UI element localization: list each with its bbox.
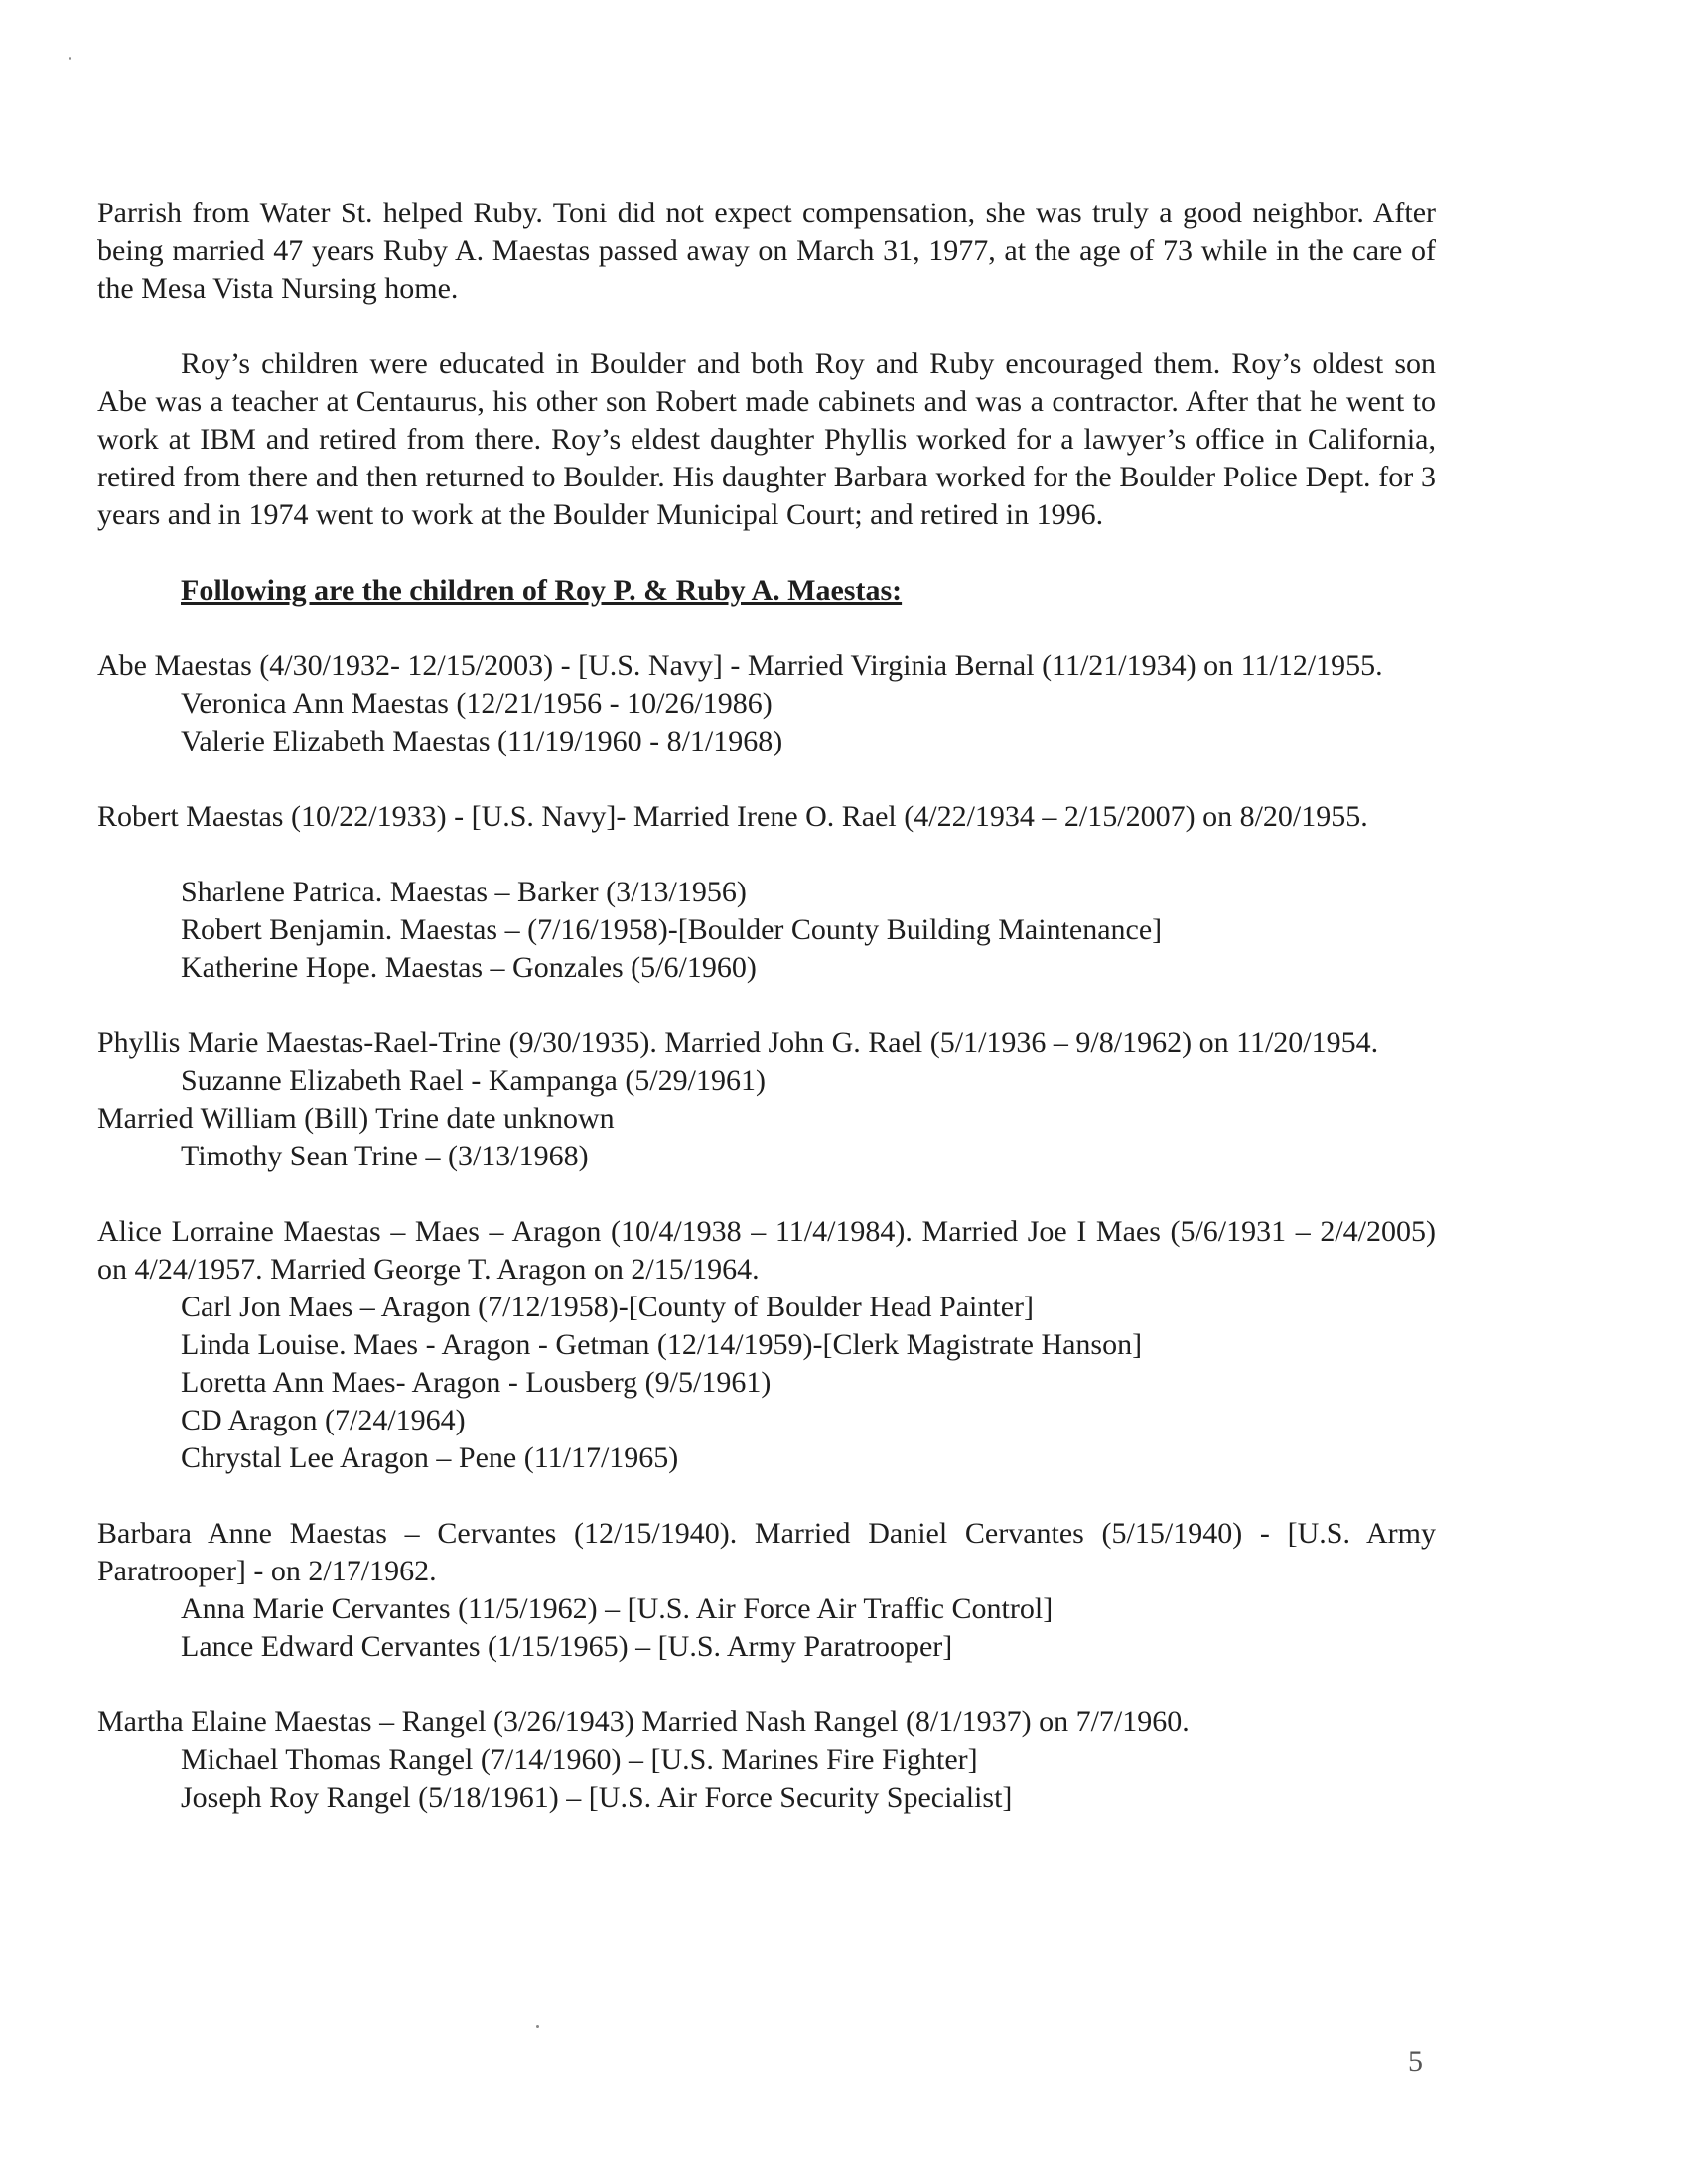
family-child: Lance Edward Cervantes (1/15/1965) – [U.S. Army Paratrooper] bbox=[181, 1630, 953, 1663]
scan-speck bbox=[536, 2025, 539, 2028]
family-child: Robert Benjamin. Maestas – (7/16/1958)-[Boulder County Building Maintenance] bbox=[181, 913, 1163, 946]
family-child: Carl Jon Maes – Aragon (7/12/1958)-[County of Boulder Head Painter] bbox=[181, 1291, 1034, 1323]
family-child: Valerie Elizabeth Maestas (11/19/1960 - 8/1/1968) bbox=[181, 725, 783, 757]
intro-paragraph-1: Parrish from Water St. helped Ruby. Toni did not expect compensation, she was truly a good neighbor. After being married 47 years Ruby A. Maestas passed away on March 31, 1977, at the age of 73 while in the care of the Mesa Vista Nursing home. bbox=[97, 197, 1436, 305]
scan-speck bbox=[69, 57, 71, 60]
family-child: Joseph Roy Rangel (5/18/1961) – [U.S. Air Force Security Specialist] bbox=[181, 1781, 1013, 1814]
family-child: Timothy Sean Trine – (3/13/1968) bbox=[181, 1140, 589, 1172]
family-child: Katherine Hope. Maestas – Gonzales (5/6/1960) bbox=[181, 951, 757, 984]
page-number: 5 bbox=[1408, 2045, 1423, 2078]
family-child: Sharlene Patrica. Maestas – Barker (3/13/1956) bbox=[181, 876, 747, 908]
family-entry bbox=[97, 1024, 1436, 1175]
family-child: Linda Louise. Maes - Aragon - Getman (12/14/1959)-[Clerk Magistrate Hanson] bbox=[181, 1328, 1143, 1361]
family-entry bbox=[97, 647, 1436, 760]
family-parent: Robert Maestas (10/22/1933) - [U.S. Navy]- Married Irene O. Rael (4/22/1934 – 2/15/2007) on 8/20/1955. bbox=[97, 800, 1368, 833]
family-parent: Abe Maestas (4/30/1932- 12/15/2003) - [U.S. Navy] - Married Virginia Bernal (11/21/1934) on 11/12/1955. bbox=[97, 649, 1383, 682]
family-child: Suzanne Elizabeth Rael - Kampanga (5/29/1961) bbox=[181, 1064, 766, 1097]
family-child: Veronica Ann Maestas (12/21/1956 - 10/26/1986) bbox=[181, 687, 773, 720]
family-child: CD Aragon (7/24/1964) bbox=[181, 1404, 466, 1436]
family-child: Anna Marie Cervantes (11/5/1962) – [U.S. Air Force Air Traffic Control] bbox=[181, 1592, 1054, 1625]
family-entry bbox=[97, 1515, 1436, 1666]
family-parent: Alice Lorraine Maestas – Maes – Aragon (10/4/1938 – 11/4/1984). Married Joe I Maes (5/6/1931 – 2/4/2005) on 4/24/1957. Married George T. Aragon on 2/15/1964. bbox=[97, 1215, 1436, 1286]
family-entry bbox=[97, 1704, 1436, 1817]
family-entry bbox=[97, 1213, 1436, 1477]
family-child: Michael Thomas Rangel (7/14/1960) – [U.S. Marines Fire Fighter] bbox=[181, 1743, 978, 1776]
family-parent: Martha Elaine Maestas – Rangel (3/26/1943) Married Nash Rangel (8/1/1937) on 7/7/1960. bbox=[97, 1706, 1190, 1738]
family-entry bbox=[97, 798, 1436, 987]
children-heading: Following are the children of Roy P. & Ruby A. Maestas: bbox=[181, 574, 903, 607]
second-marriage: Married William (Bill) Trine date unknown bbox=[97, 1102, 615, 1135]
family-parent: Phyllis Marie Maestas-Rael-Trine (9/30/1935). Married John G. Rael (5/1/1936 – 9/8/1962) on 11/20/1954. bbox=[97, 1026, 1379, 1059]
family-child: Loretta Ann Maes- Aragon - Lousberg (9/5/1961) bbox=[181, 1366, 772, 1399]
family-parent: Barbara Anne Maestas – Cervantes (12/15/1940). Married Daniel Cervantes (5/15/1940) - [U.S. Army Paratrooper] - on 2/17/1962. bbox=[97, 1517, 1436, 1587]
intro-paragraph-2: Roy’s children were educated in Boulder and both Roy and Ruby encouraged them. Roy’s oldest son Abe was a teacher at Centaurus, his other son Robert made cabinets and was a contractor. After that he went to work at IBM and retired from there. Roy’s eldest daughter Phyllis worked for a lawyer’s office in California, retired from there and then returned to Boulder. His daughter Barbara worked for the Boulder Police Dept. for 3 years and in 1974 went to work at the Boulder Municipal Court; and retired in 1996. bbox=[97, 347, 1436, 531]
family-child: Chrystal Lee Aragon – Pene (11/17/1965) bbox=[181, 1441, 679, 1474]
document-page bbox=[97, 195, 1436, 1817]
